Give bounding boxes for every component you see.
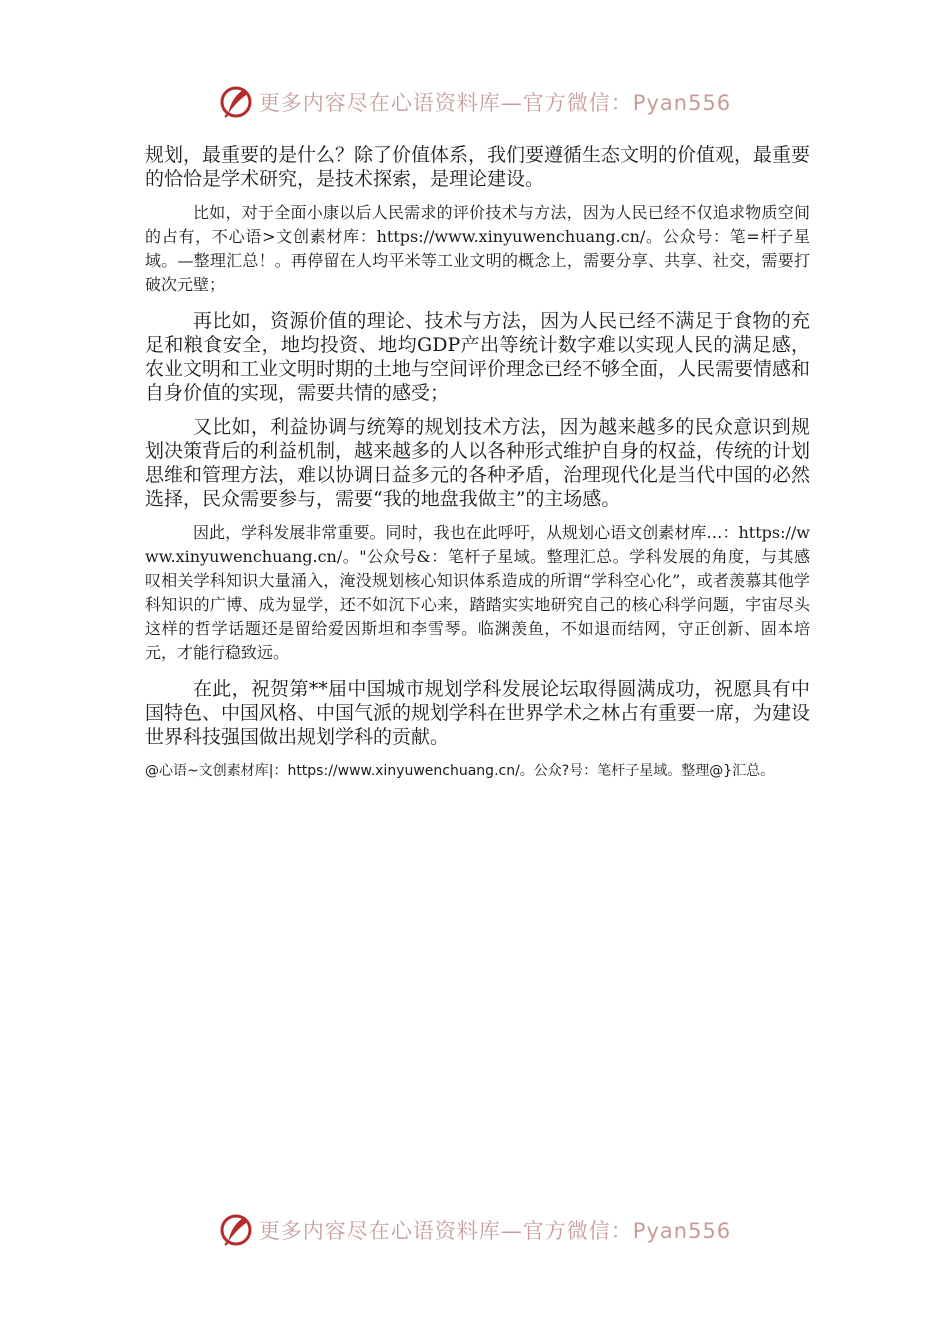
footer-banner	[0, 1210, 950, 1250]
paragraph: 因此，学科发展非常重要。同时，我也在此呼吁，从规划心语文创素材库…：https://www.xinyuwenchuang.cn/。"公众号&：笔杆子星域。整理汇总。学科发展的角度，与其感叹相关学科知识大量涌入，淹没规划核心知识体系造成的所谓“学科空心化”，或者羡慕其他学科知识的广博、成为显学，还不如沉下心来，踏踏实实地研究自己的核心科学问题，宇宙尽头这样的哲学话题还是留给爱因斯坦和李雪琴。临渊羡鱼，不如退而结网，守正创新、固本培元，才能行稳致远。	[145, 523, 810, 662]
paragraph: 比如，对于全面小康以后人民需求的评价技术与方法，因为人民已经不仅追求物质空间的占有，不心语>文创素材库：https://www.xinyuwenchuang.cn/。公众号：笔=杆子星域。—整理汇总！。再停留在人均平米等工业文明的概念上，需要分享、共享、社交，需要打破次元壁；	[145, 203, 810, 294]
header-banner	[0, 82, 950, 122]
quill-pen-logo-icon	[219, 1213, 253, 1247]
paragraph: 又比如，利益协调与统筹的规划技术方法，因为越来越多的民众意识到规划决策背后的利益机制，越来越多的人以各种形式维护自身的权益，传统的计划思维和管理方法，难以协调日益多元的各种矛盾，治理现代化是当代中国的必然选择，民众需要参与，需要“我的地盘我做主”的主场感。	[145, 416, 811, 510]
quill-pen-logo-icon	[219, 85, 253, 119]
paragraph: 规划，最重要的是什么？除了价值体系，我们要遵循生态文明的价值观，最重要的恰恰是学术研究，是技术探索，是理论建设。	[145, 144, 811, 190]
paragraph: 在此，祝贺第**届中国城市规划学科发展论坛取得圆满成功，祝愿具有中国特色、中国风格、中国气派的规划学科在世界学术之林占有重要一席，为建设世界科技强国做出规划学科的贡献。	[145, 678, 811, 748]
footer-note: @心语~文创素材库|：https://www.xinyuwenchuang.cn/。公众?号：笔杆子星域。整理@}汇总。	[145, 763, 775, 779]
document-body	[145, 143, 810, 793]
banner-text: 更多内容尽在心语资料库—官方微信：Pyan556	[258, 91, 732, 115]
banner-text: 更多内容尽在心语资料库—官方微信：Pyan556	[258, 1219, 732, 1243]
paragraph: 再比如，资源价值的理论、技术与方法，因为人民已经不满足于食物的充足和粮食安全，地均投资、地均GDP产出等统计数字难以实现人民的满足感，农业文明和工业文明时期的土地与空间评价理念已经不够全面，人民需要情感和自身价值的实现，需要共情的感受；	[145, 310, 811, 404]
